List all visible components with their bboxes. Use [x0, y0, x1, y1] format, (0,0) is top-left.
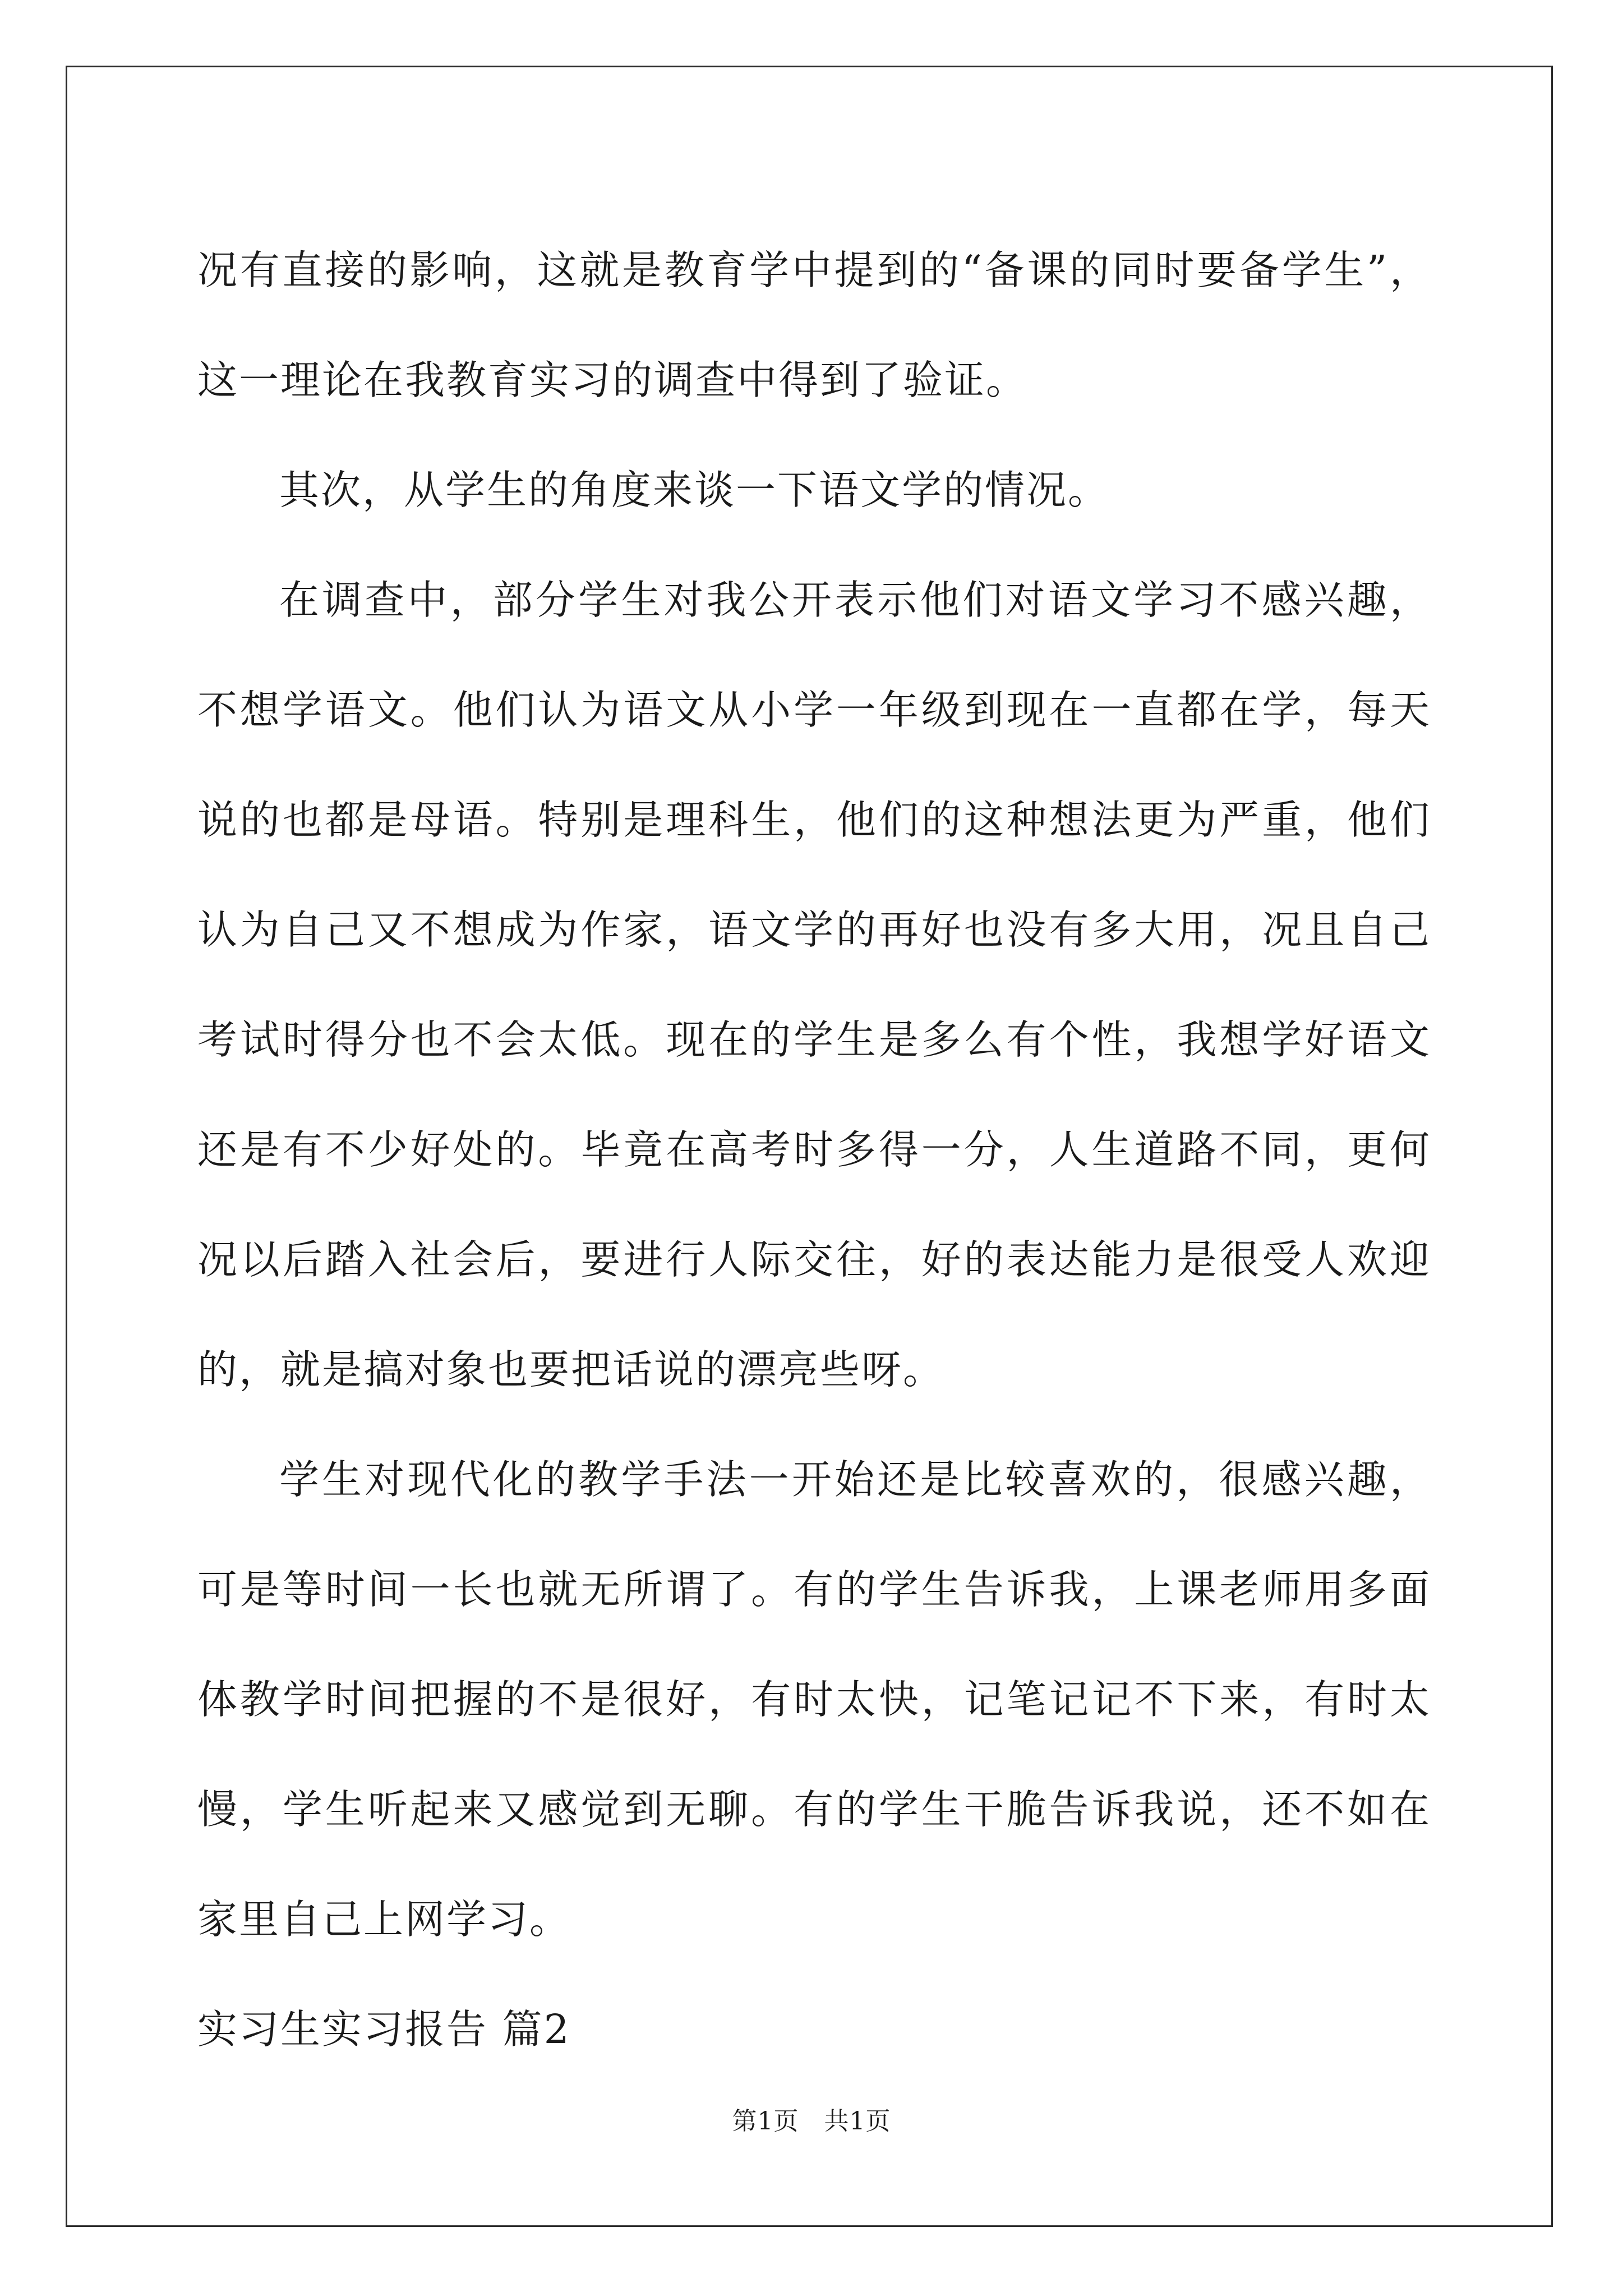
paragraph-2: 其次，从学生的角度来谈一下语文学的情况。	[279, 467, 1110, 513]
paragraph-4: 学生对现代化的教学手法一开始还是比较喜欢的，很感兴趣，可是等时间一长也就无所谓了。有的学生告诉我，上课老师用多面体教学时间把握的不是很好，有时太快，记笔记记不下来，有时太慢，学生听起来又感觉到无聊。有的学生干脆告诉我说，还不如在家里自己上网学习。	[197, 1456, 1431, 1943]
document-body	[197, 215, 1431, 2085]
page-number-footer: 第1页 共1页	[732, 2107, 891, 2136]
paragraph-3: 在调查中，部分学生对我公开表示他们对语文学习不感兴趣，不想学语文。他们认为语文从小学一年级到现在一直都在学，每天说的也都是母语。特别是理科生，他们的这种想法更为严重，他们认为自己又不想成为作家，语文学的再好也没有多大用，况且自己考试时得分也不会太低。现在的学生是多么有个性，我想学好语文还是有不少好处的。毕竟在高考时多得一分，人生道路不同，更何况以后踏入社会后，要进行人际交往，好的表达能力是很受人欢迎的，就是搞对象也要把话说的漂亮些呀。	[197, 577, 1431, 1393]
section-title: 实习生实习报告 篇2	[197, 2006, 571, 2053]
paragraph-1: 况有直接的影响，这就是教育学中提到的“备课的同时要备学生”，这一理论在我教育实习的调查中得到了验证。	[197, 247, 1431, 403]
